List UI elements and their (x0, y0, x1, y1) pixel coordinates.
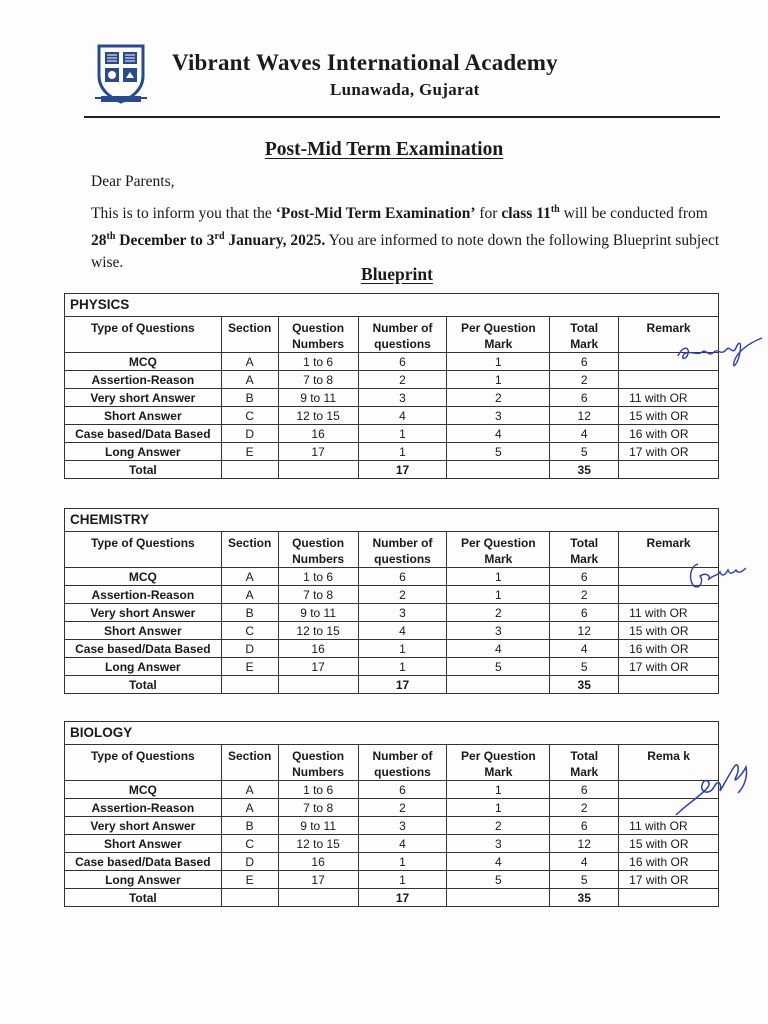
cell-remark: 16 with OR (619, 853, 719, 871)
empty-cell (278, 889, 358, 907)
total-row (65, 461, 719, 479)
cell-type: MCQ (65, 781, 222, 799)
cell-total-mark: 6 (550, 817, 619, 835)
cell-section: A (221, 799, 278, 817)
total-marks: 35 (550, 676, 619, 694)
cell-question-count: 2 (358, 371, 447, 389)
cell-remark: 16 with OR (619, 425, 719, 443)
col-count: Number of questions (358, 317, 447, 353)
col-remark: Remark (619, 532, 719, 568)
cell-question-count: 1 (358, 871, 447, 889)
table-row (65, 799, 719, 817)
col-total: Total Mark (550, 317, 619, 353)
header-divider (84, 116, 720, 118)
cell-remark: 15 with OR (619, 835, 719, 853)
cell-total-mark: 4 (550, 853, 619, 871)
empty-cell (447, 889, 550, 907)
table-row (65, 389, 719, 407)
cell-remark: 15 with OR (619, 407, 719, 425)
table-row (65, 425, 719, 443)
cell-total-mark: 2 (550, 371, 619, 389)
physics-signature-icon (672, 334, 768, 374)
cell-question-count: 1 (358, 658, 447, 676)
cell-per-question-mark: 4 (447, 425, 550, 443)
empty-cell (278, 676, 358, 694)
col-per-mark: Per Question Mark (447, 532, 550, 568)
cell-remark: 11 with OR (619, 817, 719, 835)
cell-type: Short Answer (65, 835, 222, 853)
cell-remark: 15 with OR (619, 622, 719, 640)
cell-question-numbers: 17 (278, 658, 358, 676)
cell-total-mark: 2 (550, 799, 619, 817)
cell-section: E (221, 443, 278, 461)
cell-question-count: 6 (358, 568, 447, 586)
table-row (65, 658, 719, 676)
cell-type: Case based/Data Based (65, 853, 222, 871)
cell-per-question-mark: 4 (447, 853, 550, 871)
blueprint-heading: Blueprint (361, 264, 433, 284)
cell-question-count: 3 (358, 389, 447, 407)
cell-question-numbers: 16 (278, 640, 358, 658)
table-row (65, 568, 719, 586)
column-headers (65, 532, 719, 568)
cell-per-question-mark: 1 (447, 371, 550, 389)
cell-question-count: 1 (358, 425, 447, 443)
cell-type: Long Answer (65, 658, 222, 676)
cell-type: Short Answer (65, 407, 222, 425)
chemistry-signature-icon (684, 558, 754, 594)
cell-per-question-mark: 1 (447, 799, 550, 817)
cell-type: Short Answer (65, 622, 222, 640)
col-per-mark: Per Question Mark (447, 317, 550, 353)
col-total: Total Mark (550, 532, 619, 568)
cell-total-mark: 5 (550, 871, 619, 889)
cell-question-count: 4 (358, 622, 447, 640)
col-type: Type of Questions (65, 532, 222, 568)
cell-type: MCQ (65, 353, 222, 371)
cell-section: C (221, 622, 278, 640)
empty-cell (221, 889, 278, 907)
total-label: Total (65, 461, 222, 479)
cell-total-mark: 5 (550, 658, 619, 676)
cell-total-mark: 5 (550, 443, 619, 461)
cell-per-question-mark: 3 (447, 407, 550, 425)
biology-signature-icon (668, 757, 756, 821)
col-count: Number of questions (358, 532, 447, 568)
cell-section: A (221, 781, 278, 799)
cell-per-question-mark: 2 (447, 604, 550, 622)
cell-question-count: 1 (358, 443, 447, 461)
total-row (65, 889, 719, 907)
cell-type: Case based/Data Based (65, 425, 222, 443)
cell-remark: 17 with OR (619, 443, 719, 461)
table-row (65, 353, 719, 371)
col-type: Type of Questions (65, 317, 222, 353)
subject-name: BIOLOGY (65, 722, 719, 745)
table-row (65, 871, 719, 889)
cell-remark: 11 with OR (619, 389, 719, 407)
intro-paragraph: This is to inform you that the ‘Post-Mid Term Examination’ for class 11th will be conducted from 28th December to 3rd January, 2025. You are informed to note down the following Blueprint subject wise. (91, 204, 720, 272)
total-marks: 35 (550, 889, 619, 907)
cell-question-numbers: 7 to 8 (278, 586, 358, 604)
cell-question-count: 6 (358, 781, 447, 799)
cell-per-question-mark: 1 (447, 568, 550, 586)
cell-section: B (221, 604, 278, 622)
cell-question-numbers: 9 to 11 (278, 604, 358, 622)
cell-type: Very short Answer (65, 604, 222, 622)
cell-question-numbers: 9 to 11 (278, 817, 358, 835)
exam-title: Post-Mid Term Examination (264, 139, 504, 160)
cell-total-mark: 4 (550, 425, 619, 443)
cell-question-numbers: 17 (278, 443, 358, 461)
cell-section: D (221, 640, 278, 658)
cell-total-mark: 6 (550, 389, 619, 407)
cell-total-mark: 6 (550, 353, 619, 371)
table-row (65, 622, 719, 640)
cell-type: Case based/Data Based (65, 640, 222, 658)
cell-question-numbers: 1 to 6 (278, 568, 358, 586)
col-type: Type of Questions (65, 745, 222, 781)
cell-type: Long Answer (65, 871, 222, 889)
total-questions: 17 (358, 461, 447, 479)
cell-total-mark: 6 (550, 568, 619, 586)
cell-remark: 17 with OR (619, 658, 719, 676)
col-qnum: Question Numbers (278, 317, 358, 353)
cell-section: C (221, 407, 278, 425)
total-label: Total (65, 676, 222, 694)
empty-cell (447, 461, 550, 479)
cell-section: C (221, 835, 278, 853)
col-section: Section (221, 317, 278, 353)
cell-question-numbers: 1 to 6 (278, 353, 358, 371)
cell-section: B (221, 817, 278, 835)
col-section: Section (221, 745, 278, 781)
cell-question-count: 1 (358, 853, 447, 871)
cell-question-numbers: 7 to 8 (278, 799, 358, 817)
cell-question-count: 2 (358, 586, 447, 604)
table-row (65, 835, 719, 853)
cell-question-numbers: 16 (278, 425, 358, 443)
table-row (65, 443, 719, 461)
col-remark: Rema k (619, 745, 719, 781)
col-per-mark: Per Question Mark (447, 745, 550, 781)
cell-question-count: 6 (358, 353, 447, 371)
col-section: Section (221, 532, 278, 568)
empty-cell (221, 461, 278, 479)
cell-total-mark: 12 (550, 622, 619, 640)
table-row (65, 817, 719, 835)
cell-total-mark: 4 (550, 640, 619, 658)
cell-question-count: 1 (358, 640, 447, 658)
cell-question-numbers: 17 (278, 871, 358, 889)
physics-table (64, 293, 719, 479)
school-location: Lunawada, Gujarat (330, 80, 480, 99)
cell-type: Assertion-Reason (65, 371, 222, 389)
col-remark: Remark (619, 317, 719, 353)
cell-per-question-mark: 1 (447, 586, 550, 604)
cell-total-mark: 6 (550, 781, 619, 799)
column-headers (65, 745, 719, 781)
table-row (65, 407, 719, 425)
cell-type: Assertion-Reason (65, 799, 222, 817)
subject-name: CHEMISTRY (65, 509, 719, 532)
cell-type: Very short Answer (65, 389, 222, 407)
cell-remark: 17 with OR (619, 871, 719, 889)
cell-section: E (221, 871, 278, 889)
col-count: Number of questions (358, 745, 447, 781)
empty-cell (221, 676, 278, 694)
col-qnum: Question Numbers (278, 532, 358, 568)
column-headers (65, 317, 719, 353)
table-row (65, 781, 719, 799)
total-label: Total (65, 889, 222, 907)
cell-total-mark: 12 (550, 835, 619, 853)
total-questions: 17 (358, 676, 447, 694)
cell-question-count: 3 (358, 604, 447, 622)
cell-question-count: 3 (358, 817, 447, 835)
cell-section: A (221, 371, 278, 389)
cell-question-count: 4 (358, 407, 447, 425)
table-row (65, 853, 719, 871)
empty-cell (619, 889, 719, 907)
table-row (65, 604, 719, 622)
cell-type: Very short Answer (65, 817, 222, 835)
cell-question-numbers: 12 to 15 (278, 622, 358, 640)
cell-question-count: 2 (358, 799, 447, 817)
col-total: Total Mark (550, 745, 619, 781)
cell-remark: 16 with OR (619, 640, 719, 658)
cell-per-question-mark: 2 (447, 389, 550, 407)
cell-remark: 11 with OR (619, 604, 719, 622)
cell-question-numbers: 9 to 11 (278, 389, 358, 407)
cell-section: A (221, 568, 278, 586)
cell-section: D (221, 425, 278, 443)
cell-total-mark: 12 (550, 407, 619, 425)
cell-question-numbers: 1 to 6 (278, 781, 358, 799)
chemistry-table (64, 508, 719, 694)
school-crest-icon (93, 42, 149, 106)
cell-total-mark: 2 (550, 586, 619, 604)
greeting: Dear Parents, (91, 173, 175, 190)
table-row (65, 371, 719, 389)
cell-question-numbers: 12 to 15 (278, 407, 358, 425)
cell-type: MCQ (65, 568, 222, 586)
cell-section: A (221, 586, 278, 604)
subject-name: PHYSICS (65, 294, 719, 317)
cell-question-numbers: 12 to 15 (278, 835, 358, 853)
letterhead (0, 0, 768, 118)
cell-question-count: 4 (358, 835, 447, 853)
total-marks: 35 (550, 461, 619, 479)
empty-cell (278, 461, 358, 479)
table-row (65, 640, 719, 658)
cell-section: D (221, 853, 278, 871)
cell-question-numbers: 16 (278, 853, 358, 871)
cell-per-question-mark: 1 (447, 781, 550, 799)
cell-section: E (221, 658, 278, 676)
cell-type: Long Answer (65, 443, 222, 461)
cell-section: A (221, 353, 278, 371)
cell-section: B (221, 389, 278, 407)
col-qnum: Question Numbers (278, 745, 358, 781)
empty-cell (619, 676, 719, 694)
cell-per-question-mark: 3 (447, 835, 550, 853)
cell-type: Assertion-Reason (65, 586, 222, 604)
cell-question-numbers: 7 to 8 (278, 371, 358, 389)
cell-per-question-mark: 2 (447, 817, 550, 835)
cell-per-question-mark: 5 (447, 658, 550, 676)
cell-per-question-mark: 3 (447, 622, 550, 640)
cell-per-question-mark: 1 (447, 353, 550, 371)
empty-cell (447, 676, 550, 694)
school-name: Vibrant Waves International Academy (172, 50, 558, 75)
cell-per-question-mark: 4 (447, 640, 550, 658)
cell-per-question-mark: 5 (447, 443, 550, 461)
cell-total-mark: 6 (550, 604, 619, 622)
cell-per-question-mark: 5 (447, 871, 550, 889)
total-row (65, 676, 719, 694)
total-questions: 17 (358, 889, 447, 907)
biology-table (64, 721, 719, 907)
empty-cell (619, 461, 719, 479)
table-row (65, 586, 719, 604)
